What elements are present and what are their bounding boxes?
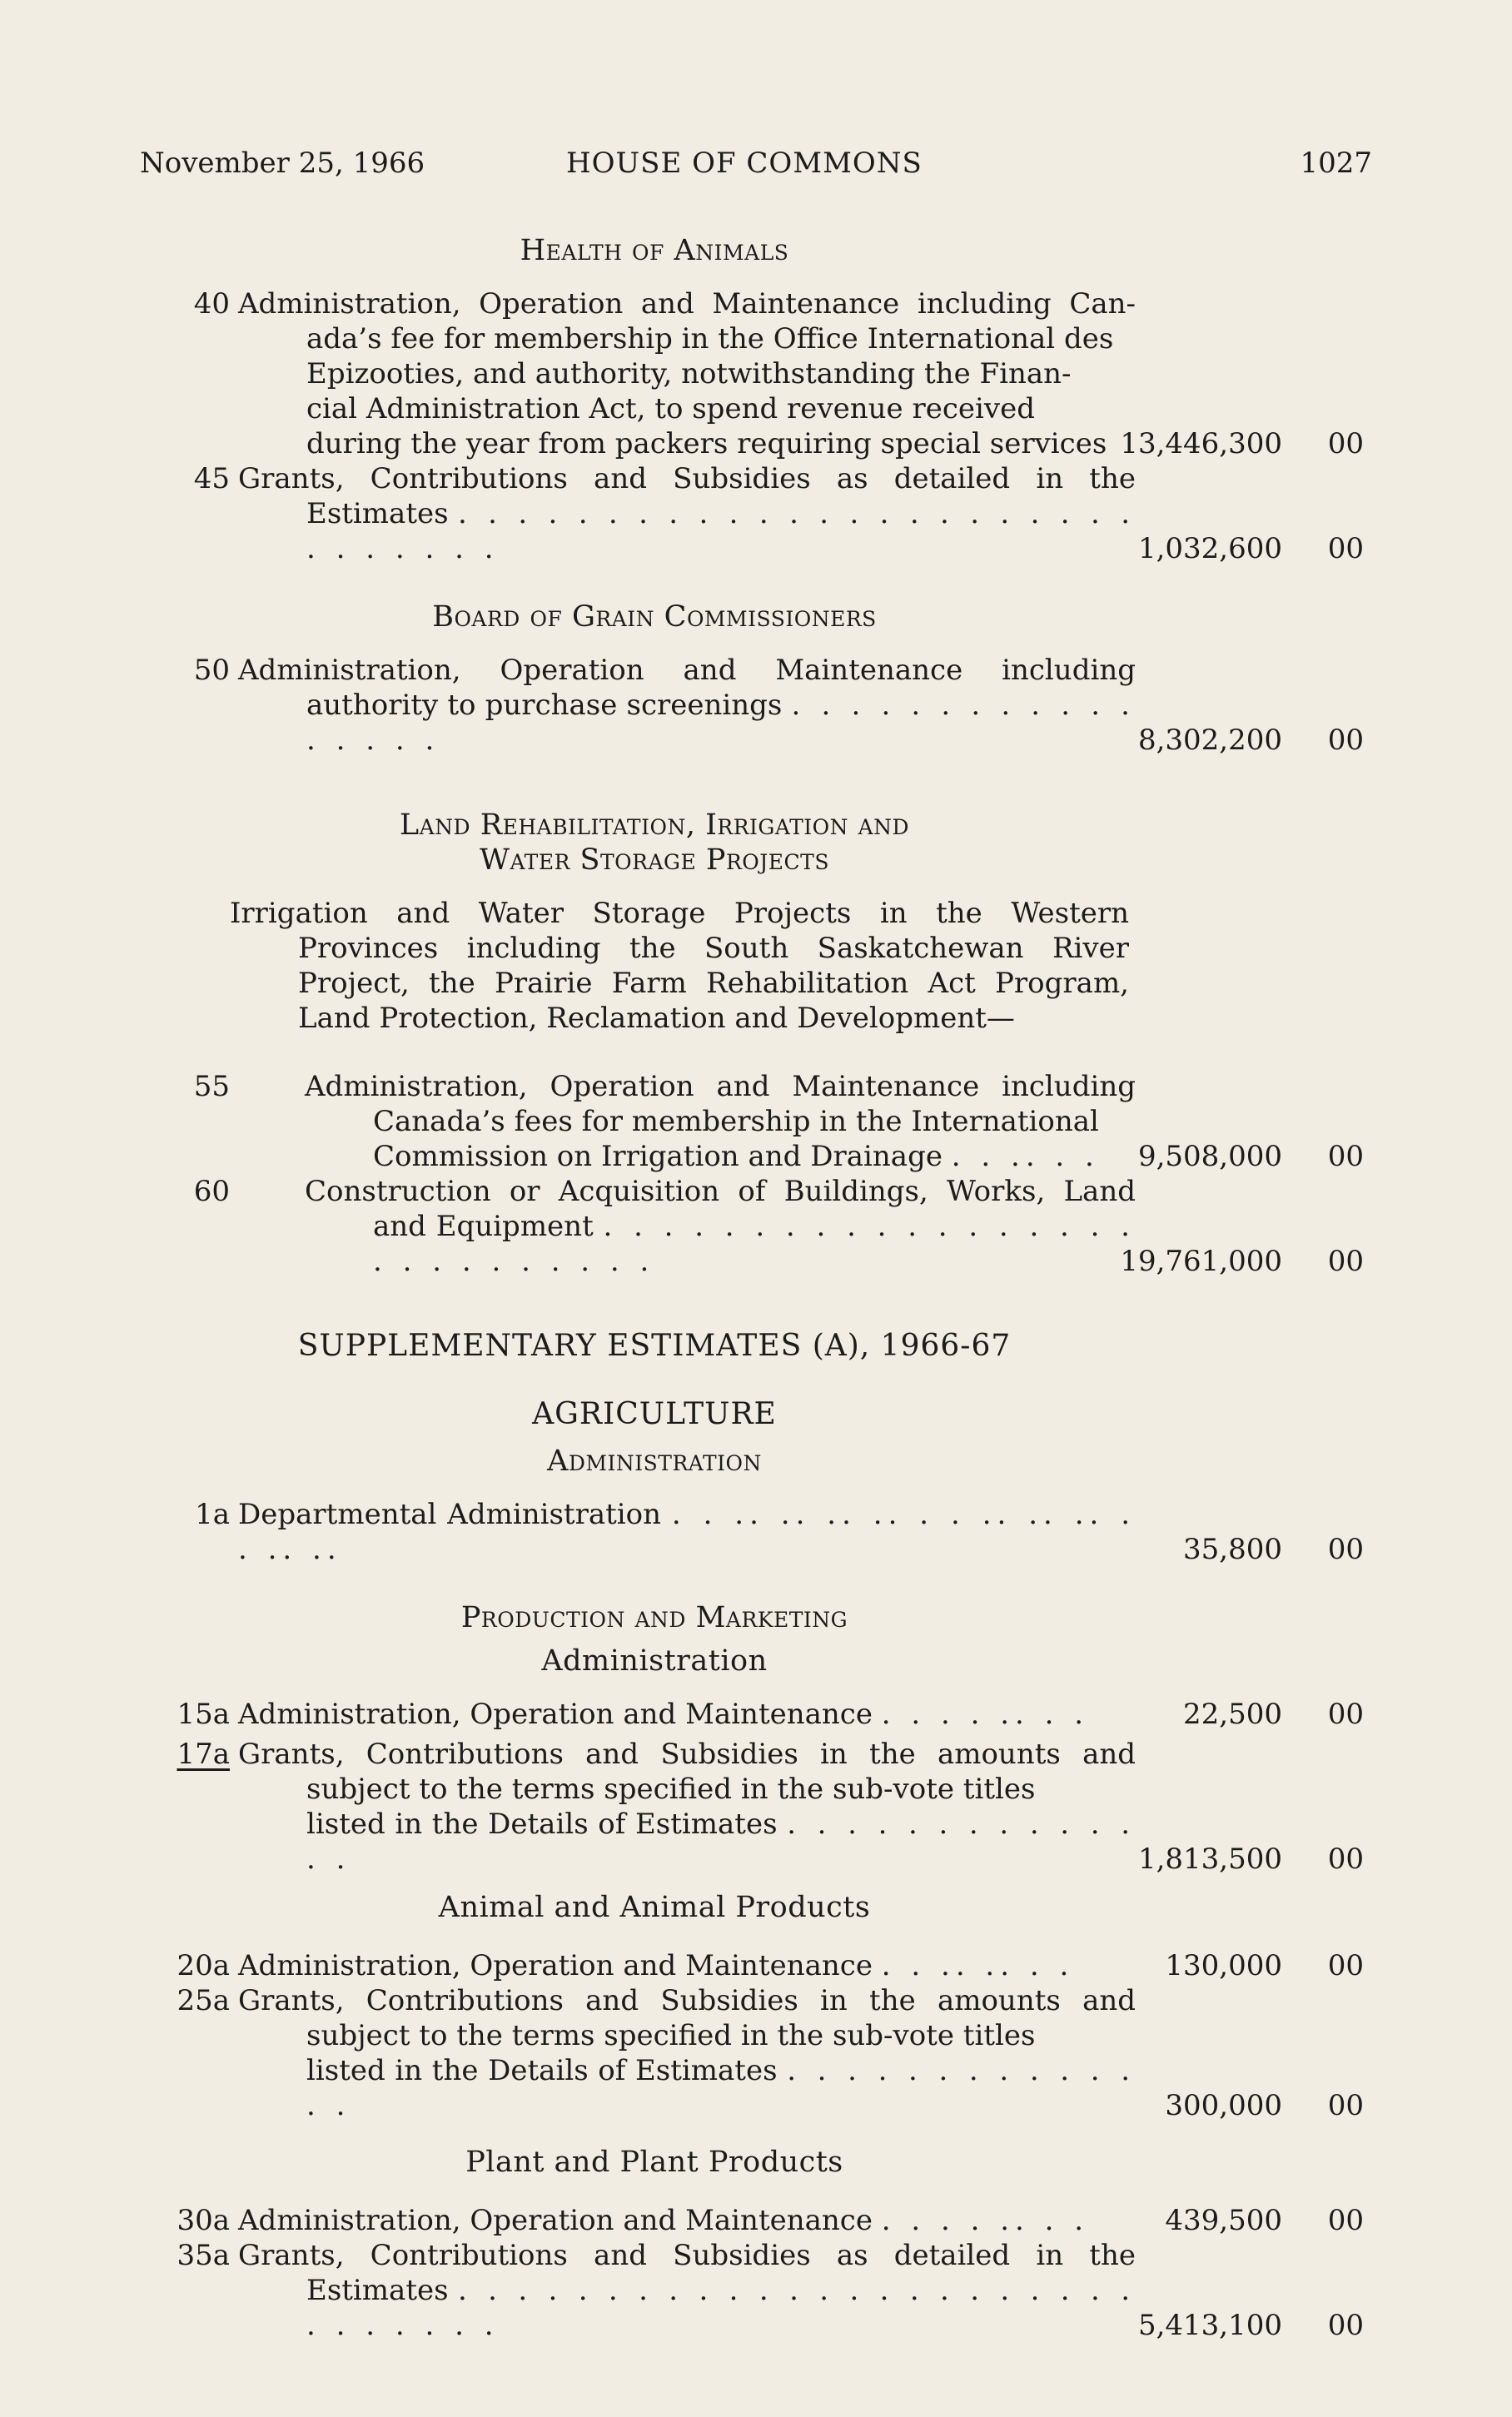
dot-leader: . . . . . . . . . . . . . . . . .: [306, 689, 1136, 757]
vote-number: 40: [193, 287, 230, 321]
vote-description: Grants, Contributions and Subsidies as detailed in the Estimates . . . . . . . . . . . . . . . . . . . . . . . . . . . . . .: [238, 2239, 1136, 2342]
vote-number: 15a: [177, 1698, 230, 1731]
vote-cents: 00: [1327, 724, 1364, 757]
dot-leader: . . . . . . . . . . . . . . . . . . . . . . . . . . . .: [373, 1210, 1136, 1278]
dot-leader: . . . . . . . . . . . . . .: [306, 2054, 1136, 2122]
vote-40: [163, 286, 1375, 461]
vote-number: 45: [193, 462, 230, 495]
header-date: November 25, 1966: [140, 147, 425, 180]
vote-amount: 5,413,100: [1137, 2309, 1282, 2342]
heading-animal-products: Animal and Animal Products: [438, 1891, 871, 1924]
vote-50: [163, 653, 1375, 758]
vote-25a: [163, 1983, 1375, 2123]
heading-board-of-grain-commissioners: Board of Grain Commissioners: [432, 600, 877, 634]
estimates-content: [163, 233, 1375, 2343]
vote-amount: 9,508,000: [1137, 1140, 1282, 1173]
vote-number: 30a: [177, 2204, 230, 2237]
vote-description: Administration, Operation and Maintenance . . .. .. . .: [238, 1949, 1075, 1982]
supplementary-estimates-title: SUPPLEMENTARY ESTIMATES (A), 1966-67: [297, 1329, 1012, 1363]
vote-number: 55: [193, 1070, 230, 1103]
vote-cents: 00: [1327, 532, 1364, 565]
vote-45: [163, 461, 1375, 566]
vote-number: 20a: [177, 1949, 230, 1982]
vote-cents: 00: [1327, 1533, 1364, 1566]
vote-cents: 00: [1327, 1949, 1364, 1982]
vote-amount: 19,761,000: [1120, 1245, 1282, 1278]
vote-cents: 00: [1327, 1140, 1364, 1173]
vote-20a: [163, 1948, 1375, 1983]
vote-description: Administration, Operation and Maintenance . . . . .. . .: [238, 2204, 1090, 2237]
vote-amount: 1,032,600: [1137, 532, 1282, 565]
vote-1a: [163, 1497, 1375, 1567]
vote-description: Administration, Operation and Maintenance . . . . .. . .: [238, 1698, 1090, 1731]
vote-number: 17a: [177, 1738, 230, 1771]
vote-amount: 1,813,500: [1137, 1843, 1282, 1876]
vote-cents: 00: [1327, 2204, 1364, 2237]
vote-17a: [163, 1737, 1375, 1877]
vote-cents: 00: [1327, 2309, 1364, 2342]
dot-leader: . . .. . .: [951, 1140, 1100, 1173]
vote-amount: 13,446,300: [1120, 427, 1282, 460]
dot-leader: . . .. .. .. .. . . .. .. .. . . .. ..: [238, 1498, 1136, 1566]
vote-description: Administration, Operation and Maintenance including authority to purchase screenings . . . . . . . . . . . . . . . . .: [238, 654, 1136, 757]
vote-amount: 22,500: [1183, 1698, 1282, 1731]
vote-35a: [163, 2238, 1375, 2343]
dot-leader: . . . . . . . . . . . . . .: [306, 1808, 1136, 1876]
vote-amount: 8,302,200: [1137, 724, 1282, 757]
heading-plant-products: Plant and Plant Products: [465, 2146, 843, 2179]
header-page-number: 1027: [1300, 147, 1372, 180]
vote-number: 1a: [195, 1498, 230, 1531]
vote-30a: [163, 2203, 1375, 2238]
dot-leader: . . . . . . . . . . . . . . . . . . . . . . . . . . . . . .: [306, 497, 1136, 565]
vote-description: Grants, Contributions and Subsidies in the amounts and subject to the terms specified in the sub-vote titles listed in the Details of Estimates . . . . . . . . . . . . . .: [238, 1984, 1136, 2122]
heading-land-rehabilitation: Land Rehabilitation, Irrigation and: [399, 808, 910, 842]
dot-leader: . . . . .. . .: [881, 1698, 1090, 1731]
dot-leader: . . .. .. . .: [881, 1949, 1075, 1982]
vote-description: Grants, Contributions and Subsidies as detailed in the Estimates . . . . . . . . . . . . . . . . . . . . . . . . . . . . . .: [238, 462, 1136, 565]
vote-cents: 00: [1327, 2089, 1364, 2122]
header-title: HOUSE OF COMMONS: [566, 147, 923, 180]
vote-cents: 00: [1327, 427, 1364, 460]
vote-number: 25a: [177, 1984, 230, 2017]
land-intro-paragraph: Irrigation and Water Storage Projects in the Western Provinces including the South Saskatchewan River Project, the Prairie Farm Rehabilitation Act Program, Land Protection, Reclamation and Development—: [230, 897, 1129, 1035]
vote-description: Departmental Administration . . .. .. .. .. . . .. .. .. . . .. ..: [238, 1498, 1136, 1566]
vote-amount: 439,500: [1165, 2204, 1282, 2237]
vote-number: 35a: [177, 2239, 230, 2272]
vote-55: [163, 1069, 1375, 1174]
subheading-administration: Administration: [541, 1644, 768, 1678]
vote-amount: 130,000: [1165, 1949, 1282, 1982]
department-agriculture: AGRICULTURE: [532, 1397, 777, 1431]
vote-amount: 300,000: [1165, 2089, 1282, 2122]
vote-15a: [163, 1697, 1375, 1732]
vote-cents: 00: [1327, 1843, 1364, 1876]
vote-description: Administration, Operation and Maintenance including Can- ada’s fee for membership in the Office International des Epizooties, and authority, notwithstanding the Finan- cial Administration Act, to spend revenue received during the year from packers requiring special services: [238, 287, 1136, 460]
vote-60: [163, 1174, 1375, 1279]
dot-leader: . . . . . . . . . . . . . . . . . . . . . . . . . . . . . .: [306, 2274, 1136, 2342]
vote-cents: 00: [1327, 1245, 1364, 1278]
dot-leader: . . . . .. . .: [881, 2204, 1090, 2237]
vote-number: 60: [193, 1175, 230, 1208]
vote-number: 50: [193, 654, 230, 687]
vote-cents: 00: [1327, 1698, 1364, 1731]
vote-amount: 35,800: [1183, 1533, 1282, 1566]
heading-health-of-animals: Health of Animals: [520, 234, 789, 267]
heading-administration: Administration: [547, 1445, 762, 1478]
vote-description: Grants, Contributions and Subsidies in the amounts and subject to the terms specified in the sub-vote titles listed in the Details of Estimates . . . . . . . . . . . . . .: [238, 1738, 1136, 1876]
vote-description: Administration, Operation and Maintenance including Canada’s fees for membership in the International Commission on Irrigation and Drainage . . .. . .: [305, 1070, 1136, 1173]
heading-water-storage-projects: Water Storage Projects: [480, 843, 829, 877]
vote-description: Construction or Acquisition of Buildings, Works, Land and Equipment . . . . . . . . . . . . . . . . . . . . . . . . . . . .: [305, 1175, 1136, 1278]
heading-production-and-marketing: Production and Marketing: [460, 1601, 848, 1634]
